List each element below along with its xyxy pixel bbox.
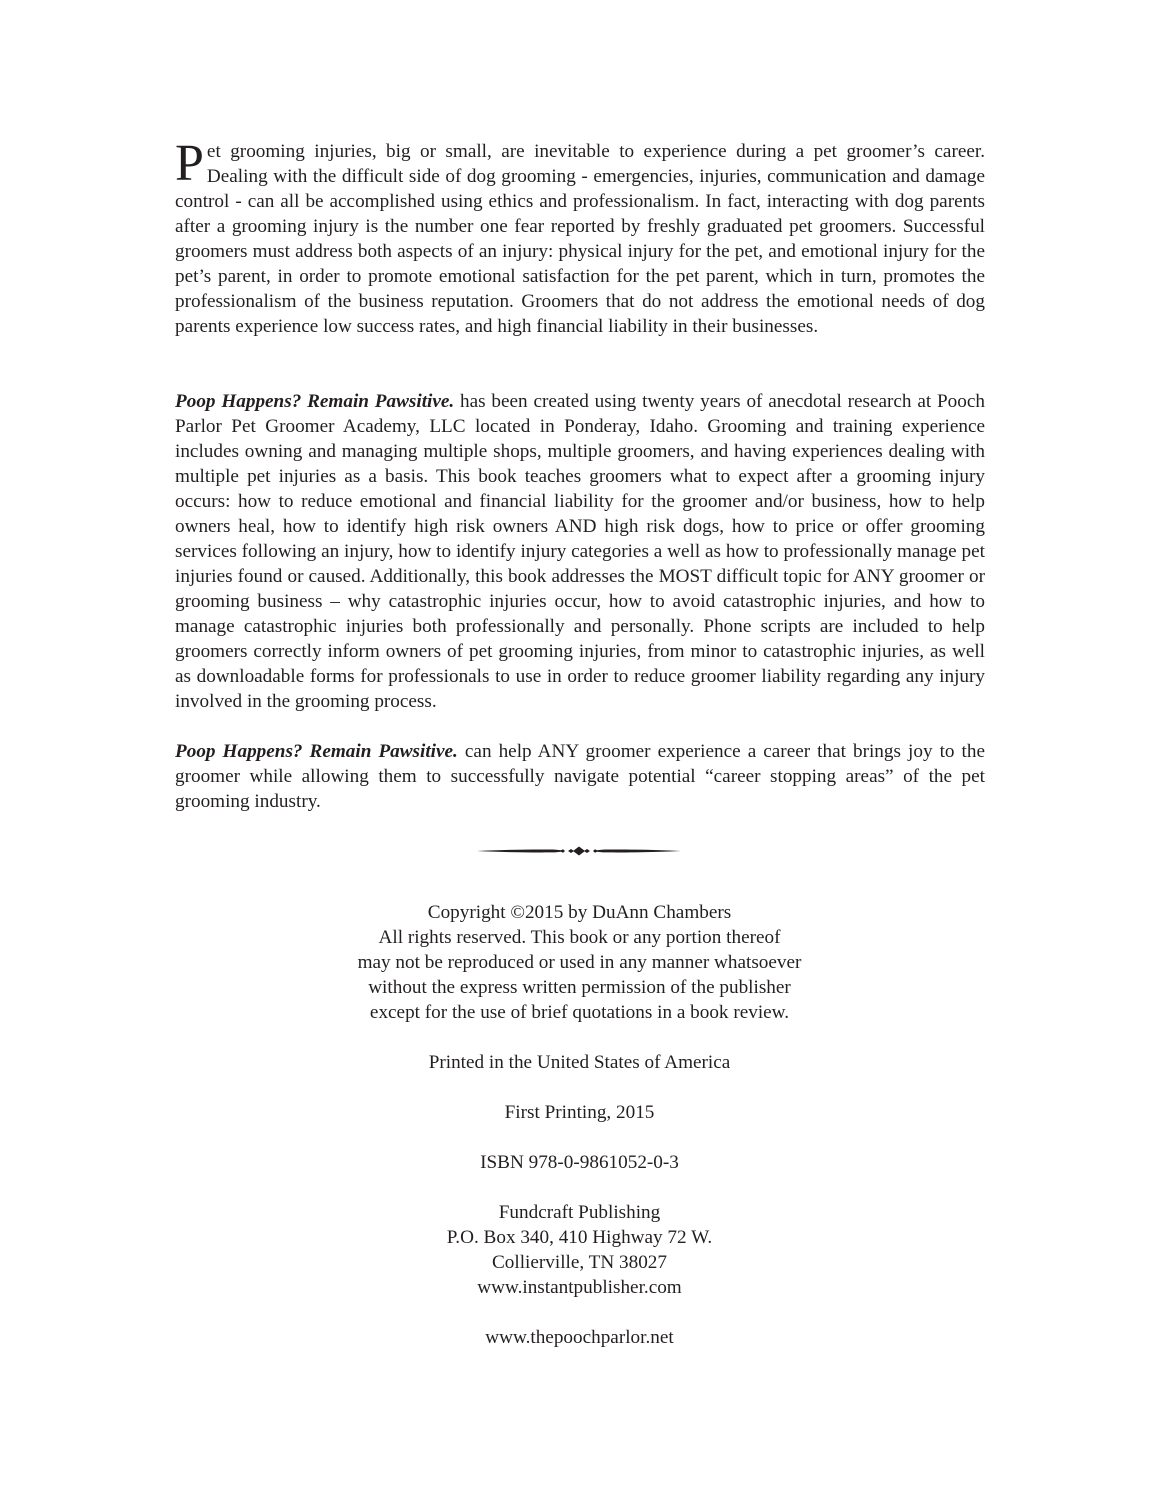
paragraph-3-text: can help ANY groomer experience a career that brings joy to the groomer while allowing them to successfully navigate potential “career stopping areas” of the pet grooming industry. (175, 741, 986, 812)
description-paragraph-2 (175, 389, 985, 714)
author-website-link[interactable]: www.thepoochparlor.net (485, 1327, 674, 1348)
printing-line: First Printing, 2015 (504, 1102, 655, 1123)
rights-line: All rights reserved. This book or any portion thereof (378, 927, 781, 948)
drop-cap-letter: P (175, 135, 204, 192)
isbn-line: ISBN 978-0-9861052-0-3 (480, 1152, 679, 1173)
publisher-website-link[interactable]: www.instantpublisher.com (477, 1277, 682, 1298)
divider-ornament-icon (475, 842, 683, 860)
publisher-address-line-2: Collierville, TN 38027 (492, 1252, 667, 1273)
spacer (0, 1025, 1159, 1050)
paragraph-2-text: has been created using twenty years of anecdotal research at Pooch Parlor Pet Groomer Academy, LLC located in Ponderay, Idaho. Grooming and training experience includes owning and managing multiple shops, multiple groomers, and having experiences dealing with multiple pet injuries as a basis. This book teaches groomers what to expect after a grooming injury occurs: how to reduce emotional and financial liability for the groomer and/or business, how to help owners heal, how to identify high risk owners AND high risk dogs, how to price or offer grooming services following an injury, how to identify injury categories a well as how to professionally manage pet injuries found or caused. Additionally, this book addresses the MOST difficult topic for ANY groomer or grooming business – why catastrophic injuries occur, how to avoid catastrophic injuries, and how to manage catastrophic injuries both professionally and personally. Phone scripts are included to help groomers correctly inform owners of pet grooming injuries, from minor to catastrophic injuries, as well as downloadable forms for professionals to use in order to reduce groomer liability regarding any injury involved in the grooming process. (175, 391, 985, 712)
book-title-emphasis: Poop Happens? Remain Pawsitive. (175, 741, 458, 762)
description-paragraph-3 (175, 739, 985, 814)
rights-line: may not be reproduced or used in any manner whatsoever (357, 952, 802, 973)
printed-in-line: Printed in the United States of America (428, 1052, 731, 1073)
spacer (0, 1300, 1159, 1325)
spacer (0, 1075, 1159, 1100)
paragraph-1-text: et grooming injuries, big or small, are inevitable to experience during a pet groomer’s career. Dealing with the difficult side of dog grooming - emergencies, injuries, communication and damage control - can all be accomplished using ethics and professionalism. In fact, interacting with dog parents after a grooming injury is the number one fear reported by freshly graduated pet groomers. Successful groomers must address both aspects of an injury: physical injury for the pet, and emotional injury for the pet’s parent, in order to promote emotional satisfaction for the pet parent, which in turn, promotes the professionalism of the business reputation. Groomers that do not address the emotional needs of dog parents experience low success rates, and high financial liability in their businesses. (175, 141, 985, 337)
book-title-emphasis: Poop Happens? Remain Pawsitive. (175, 391, 455, 412)
spacer (0, 1125, 1159, 1150)
rights-line: without the express written permission of the publisher (368, 977, 791, 998)
spacer (0, 1175, 1159, 1200)
description-paragraph-1 (175, 135, 985, 339)
copyright-line: Copyright ©2015 by DuAnn Chambers (427, 902, 732, 923)
publisher-address-line-1: P.O. Box 340, 410 Highway 72 W. (446, 1227, 713, 1248)
rights-line: except for the use of brief quotations in a book review. (369, 1002, 790, 1023)
colophon-block (0, 900, 1159, 1350)
publisher-name: Fundcraft Publishing (498, 1202, 661, 1223)
